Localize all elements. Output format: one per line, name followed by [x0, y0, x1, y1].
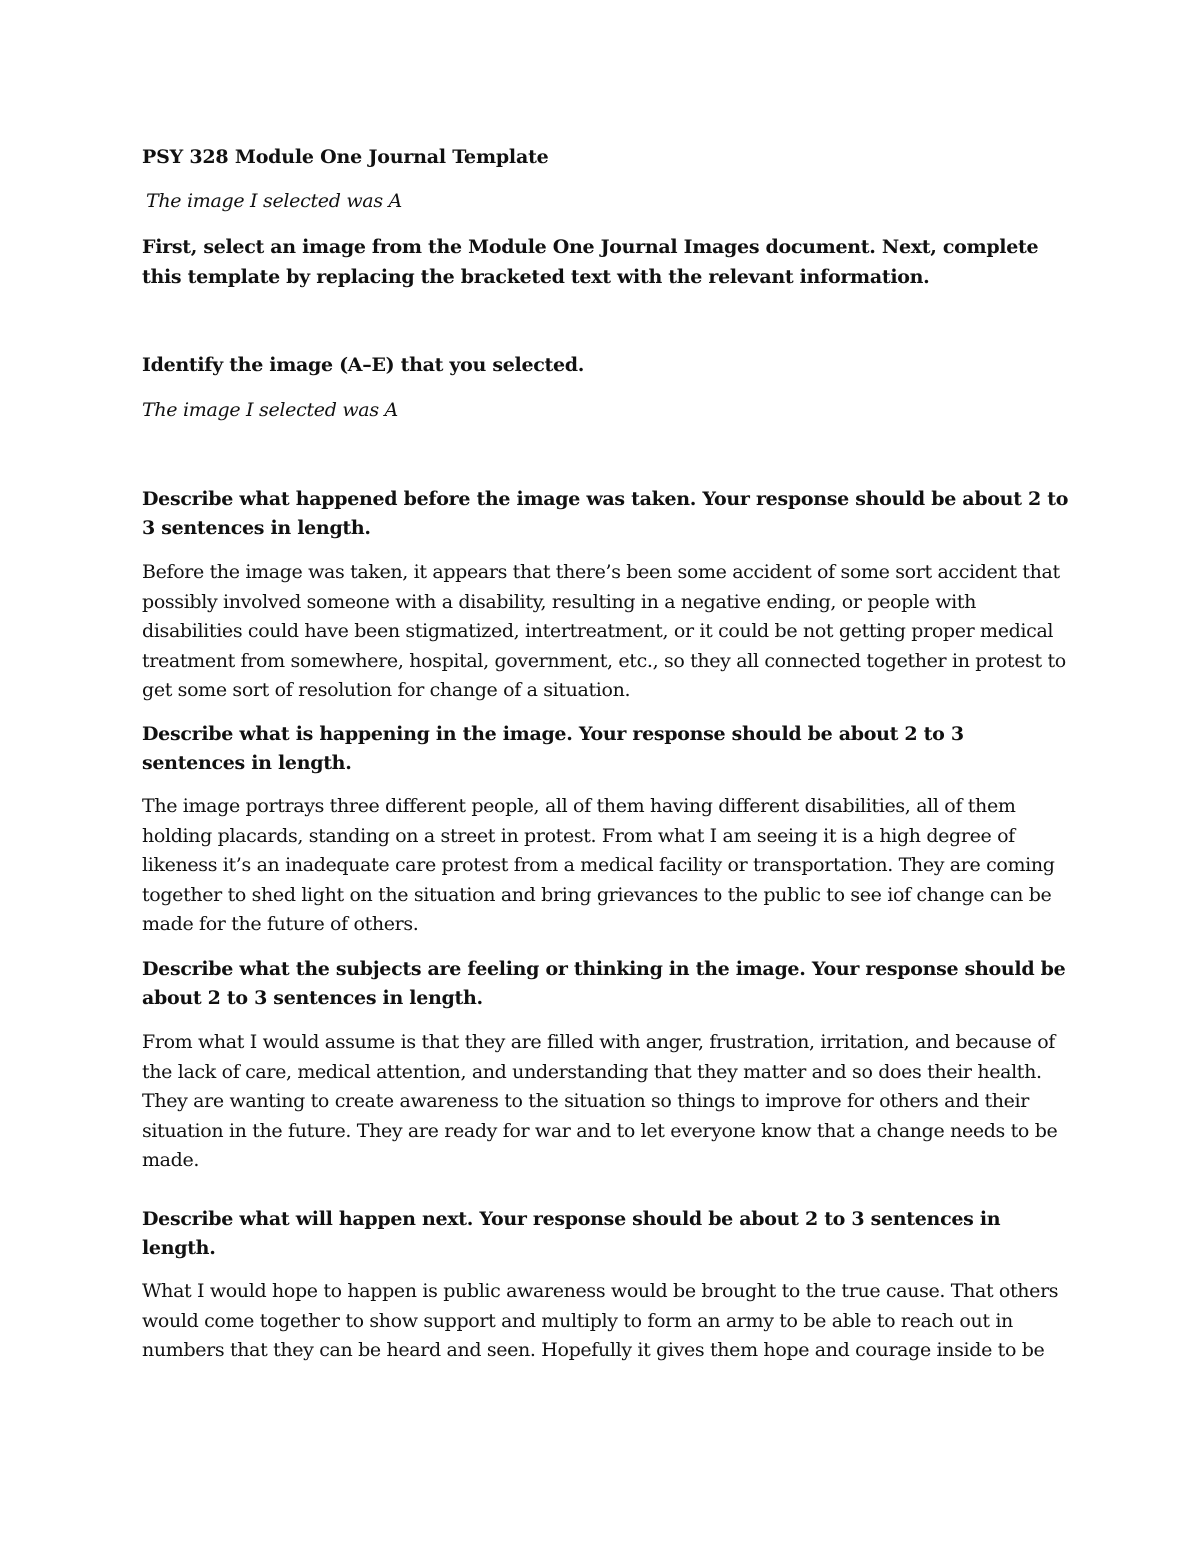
question-before-image: Describe what happened before the image was taken. Your response should be about 2 to 3 sentences in length. [142, 488, 1069, 539]
document-title: PSY 328 Module One Journal Template [142, 146, 549, 168]
question-identify-image: Identify the image (A–E) that you selected. [142, 354, 585, 376]
answer-happening-in-image: The image portrays three different people, all of them having different disabilities, all of them holding placards, standing on a street in protest. From what I am seeing it is a high degree of likeness it’s an inadequate care protest from a medical facility or transportation. They are coming together to shed light on the situation and bring grievances to the public to see iof change can be made for the future of others. [142, 795, 1055, 935]
answer-subjects-feeling: From what I would assume is that they are filled with anger, frustration, irritation, and because of the lack of care, medical attention, and understanding that they matter and so does their health. They are wanting to create awareness to the situation so things to improve for others and their situation in the future. They are ready for war and to let everyone know that a change needs to be made. [142, 1031, 1058, 1171]
question-happening-in-image: Describe what is happening in the image. Your response should be about 2 to 3 sentences in length. [142, 723, 964, 774]
answer-before-image: Before the image was taken, it appears that there’s been some accident of some sort accident that possibly involved someone with a disability, resulting in a negative ending, or people with disabilities could have been stigmatized, intertreatment, or it could be not getting proper medical treatment from somewhere, hospital, government, etc., so they all connected together in protest to get some sort of resolution for change of a situation. [142, 561, 1066, 701]
answer-identify-image: The image I selected was A [142, 399, 398, 421]
answer-happen-next: What I would hope to happen is public awareness would be brought to the true cause. That others would come together to show support and multiply to form an army to be able to reach out in numbers that they can be heard and seen. Hopefully it gives them hope and courage inside to be [142, 1280, 1059, 1361]
selected-image-note: The image I selected was A [146, 190, 402, 212]
question-subjects-feeling: Describe what the subjects are feeling or thinking in the image. Your response should be about 2 to 3 sentences in length. [142, 958, 1066, 1009]
question-happen-next: Describe what will happen next. Your response should be about 2 to 3 sentences in length. [142, 1208, 1001, 1259]
instructions: First, select an image from the Module One Journal Images document. Next, complete this template by replacing the bracketed text with the relevant information. [142, 236, 1039, 288]
